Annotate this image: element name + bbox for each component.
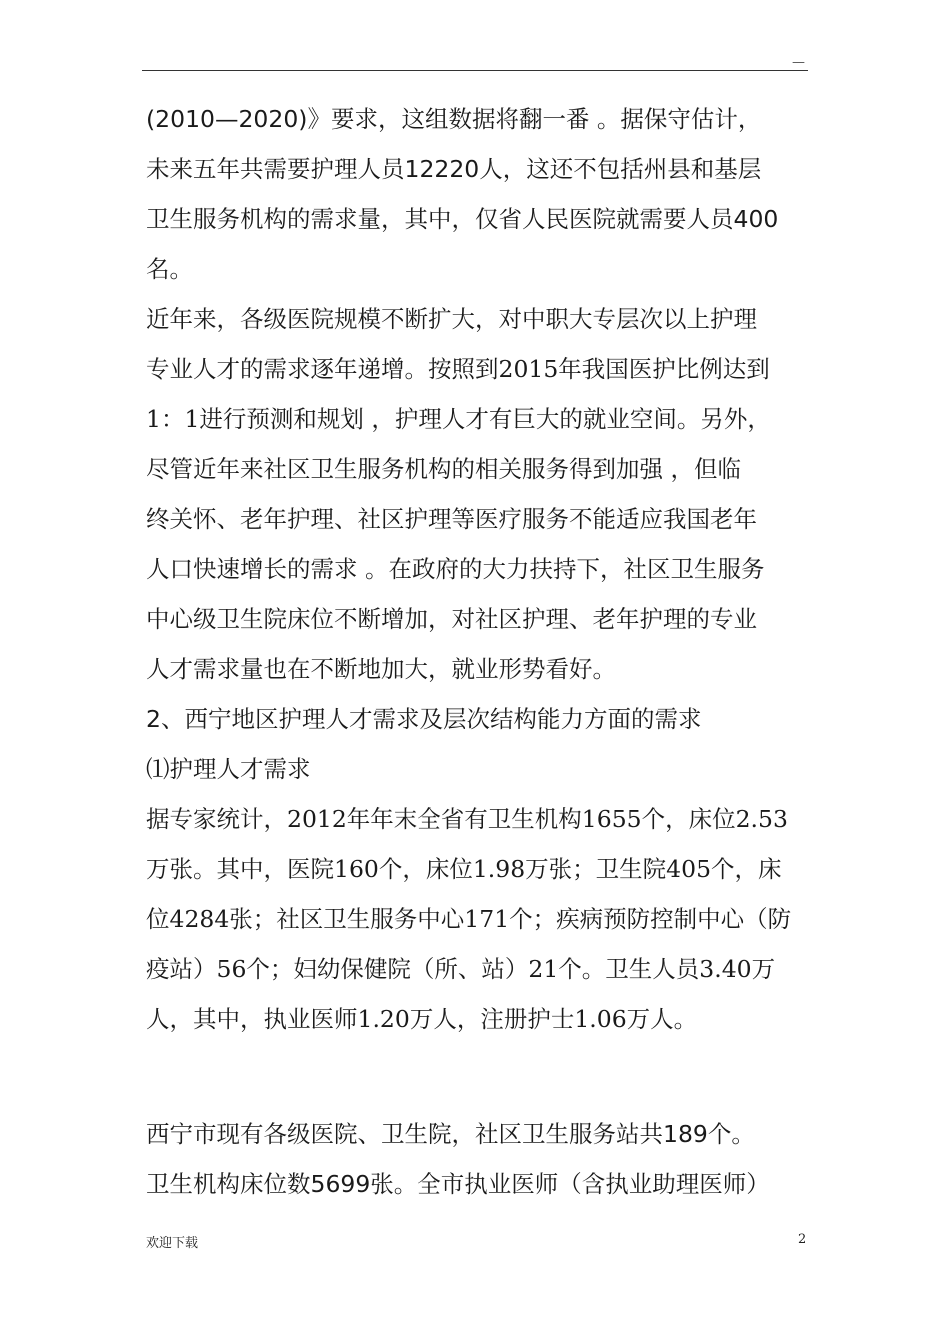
- text-line-20: 西宁市现有各级医院、卫生院，社区卫生服务站共189个。: [146, 1120, 755, 1148]
- text-line-11: 中心级卫生院床位不断增加，对社区护理、老年护理的专业: [146, 605, 757, 633]
- text-line-7: 1：1进行预测和规划 ，护理人才有巨大的就业空间。另外，: [146, 405, 771, 433]
- text-line-3: 卫生服务机构的需求量，其中，仅省人民医院就需要人员400: [146, 205, 779, 233]
- paragraph-gap: [146, 1044, 814, 1109]
- text-line-18: 疫站）56个；妇幼保健院（所、站）21个。卫生人员3.40万: [146, 955, 776, 983]
- text-line-4: 名。: [146, 255, 193, 283]
- text-line-2: 未来五年共需要护理人员12220人，这还不包括州县和基层: [146, 155, 762, 183]
- text-line-16: 万张。其中，医院160个，床位1.98万张；卫生院405个，床: [146, 855, 782, 883]
- text-line-21: 卫生机构床位数5699张。全市执业医师（含执业助理医师）: [146, 1170, 770, 1198]
- text-line-17: 位4284张；社区卫生服务中心171个；疾病预防控制中心（防: [146, 905, 792, 933]
- text-line-5: 近年来，各级医院规模不断扩大，对中职大专层次以上护理: [146, 305, 757, 333]
- text-line-12: 人才需求量也在不断地加大，就业形势看好。: [146, 655, 616, 683]
- text-line-10: 人口快速增长的需求 。在政府的大力扶持下，社区卫生服务: [146, 555, 765, 583]
- document-body: [146, 94, 814, 1209]
- text-line-8: 尽管近年来社区卫生服务机构的相关服务得到加强 ，但临: [146, 455, 741, 483]
- header-mark: —: [792, 55, 805, 70]
- header-rule: [142, 70, 808, 71]
- footer-text: 欢迎下载: [146, 1236, 199, 1251]
- text-line-15: 据专家统计，2012年年末全省有卫生机构1655个，床位2.53: [146, 805, 788, 833]
- page-number: 2: [798, 1232, 807, 1247]
- text-line-19: 人，其中，执业医师1.20万人，注册护士1.06万人。: [146, 1005, 698, 1033]
- text-line-9: 终关怀、老年护理、社区护理等医疗服务不能适应我国老年: [146, 505, 757, 533]
- subsection-heading: ⑴护理人才需求: [146, 755, 311, 783]
- text-line-6: 专业人才的需求逐年递增。按照到2015年我国医护比例达到: [146, 355, 770, 383]
- text-line-1: (2010—2020)》要求，这组数据将翻一番 。据保守估计，: [146, 105, 762, 133]
- section-heading: 2、西宁地区护理人才需求及层次结构能力方面的需求: [146, 705, 702, 733]
